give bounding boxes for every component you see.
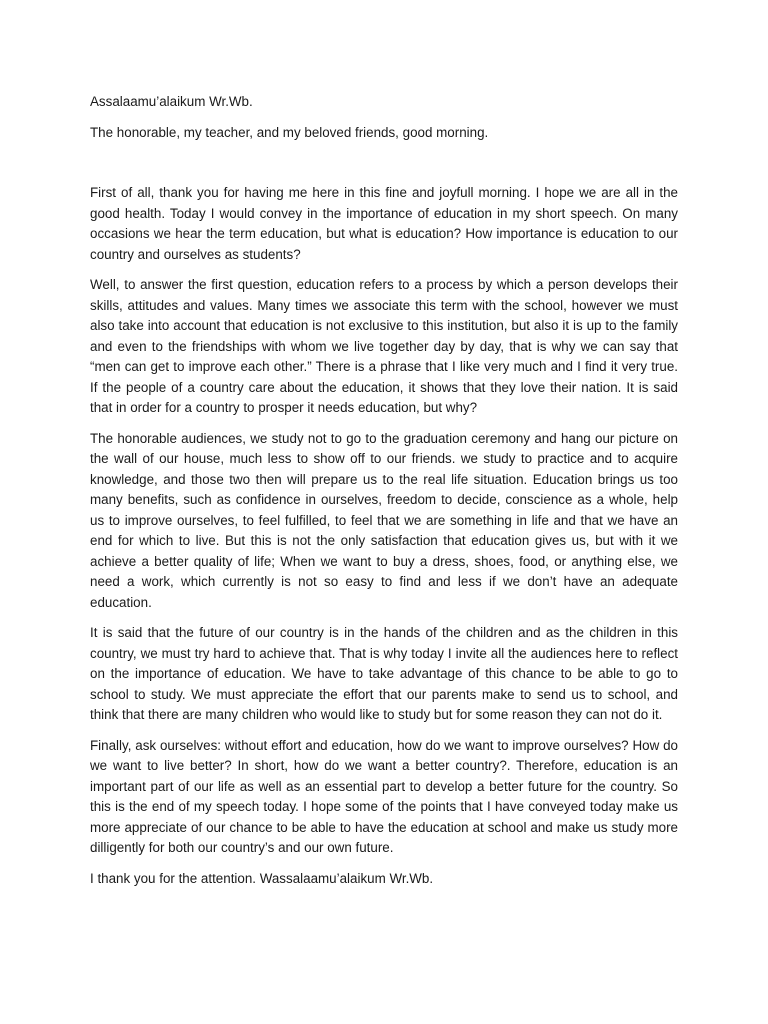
paragraph-benefits: The honorable audiences, we study not to go to the graduation ceremony and hang our picture on the wall of our house, much less to show off to our friends. we study to practice and to acquire knowledge, and those two then will prepare us to the real life situation. Education brings us too many benefits, such as confidence in ourselves, freedom to decide, conscience as a whole, help us to improve ourselves, to feel fulfilled, to feel that we are something in life and that we have an end for which to live. But this is not the only satisfaction that education gives us, but with it we achieve a better quality of life; When we want to buy a dress, shoes, food, or anything else, we need a work, which currently is not so easy to find and less if we don’t have an adequate education. (90, 430, 678, 610)
document-page (90, 92, 678, 899)
paragraph-intro: First of all, thank you for having me here in this fine and joyfull morning. I hope we are all in the good health. Today I would convey in the importance of education in my short speech. On many occasions we hear the term education, but what is education? How importance is education to our country and ourselves as students? (90, 185, 678, 262)
paragraph-future: It is said that the future of our country is in the hands of the children and as the children in this country, we must try hard to achieve that. That is why today I invite all the audiences here to reflect on the importance of education. We have to take advantage of this chance to be able to go to school to study. We must appreciate the effort that our parents make to send us to school, and think that there are many children who would like to study but for some reason they can not do it. (90, 625, 678, 722)
paragraph-conclusion: Finally, ask ourselves: without effort and education, how do we want to improve ourselves? How do we want to live better? In short, how do we want a better country?. Therefore, education is an important part of our life as well as an essential part to develop a better future for the country. So this is the end of my speech today. I hope some of the points that I have conveyed today make us more appreciate of our chance to be able to have the education at school and make us study more dilligently for both our country’s and our own future. (90, 737, 678, 855)
salutation-line: The honorable, my teacher, and my beloved friends, good morning. (90, 124, 489, 140)
paragraph-definition: Well, to answer the first question, education refers to a process by which a person develops their skills, attitudes and values. Many times we associate this term with the school, however we must also take into account that education is not exclusive to this institution, but also it is up to the family and even to the friendships with whom we live together day by day, that is why we can say that “men can get to improve each other.” There is a phrase that I like very much and I find it very true. If the people of a country care about the education, it shows that they love their nation. It is said that in order for a country to prosper it needs education, but why? (90, 277, 678, 415)
greeting-line: Assalaamu’alaikum Wr.Wb. (90, 94, 253, 109)
closing-line: I thank you for the attention. Wassalaamu’alaikum Wr.Wb. (90, 870, 434, 886)
blank-gap (90, 153, 678, 183)
